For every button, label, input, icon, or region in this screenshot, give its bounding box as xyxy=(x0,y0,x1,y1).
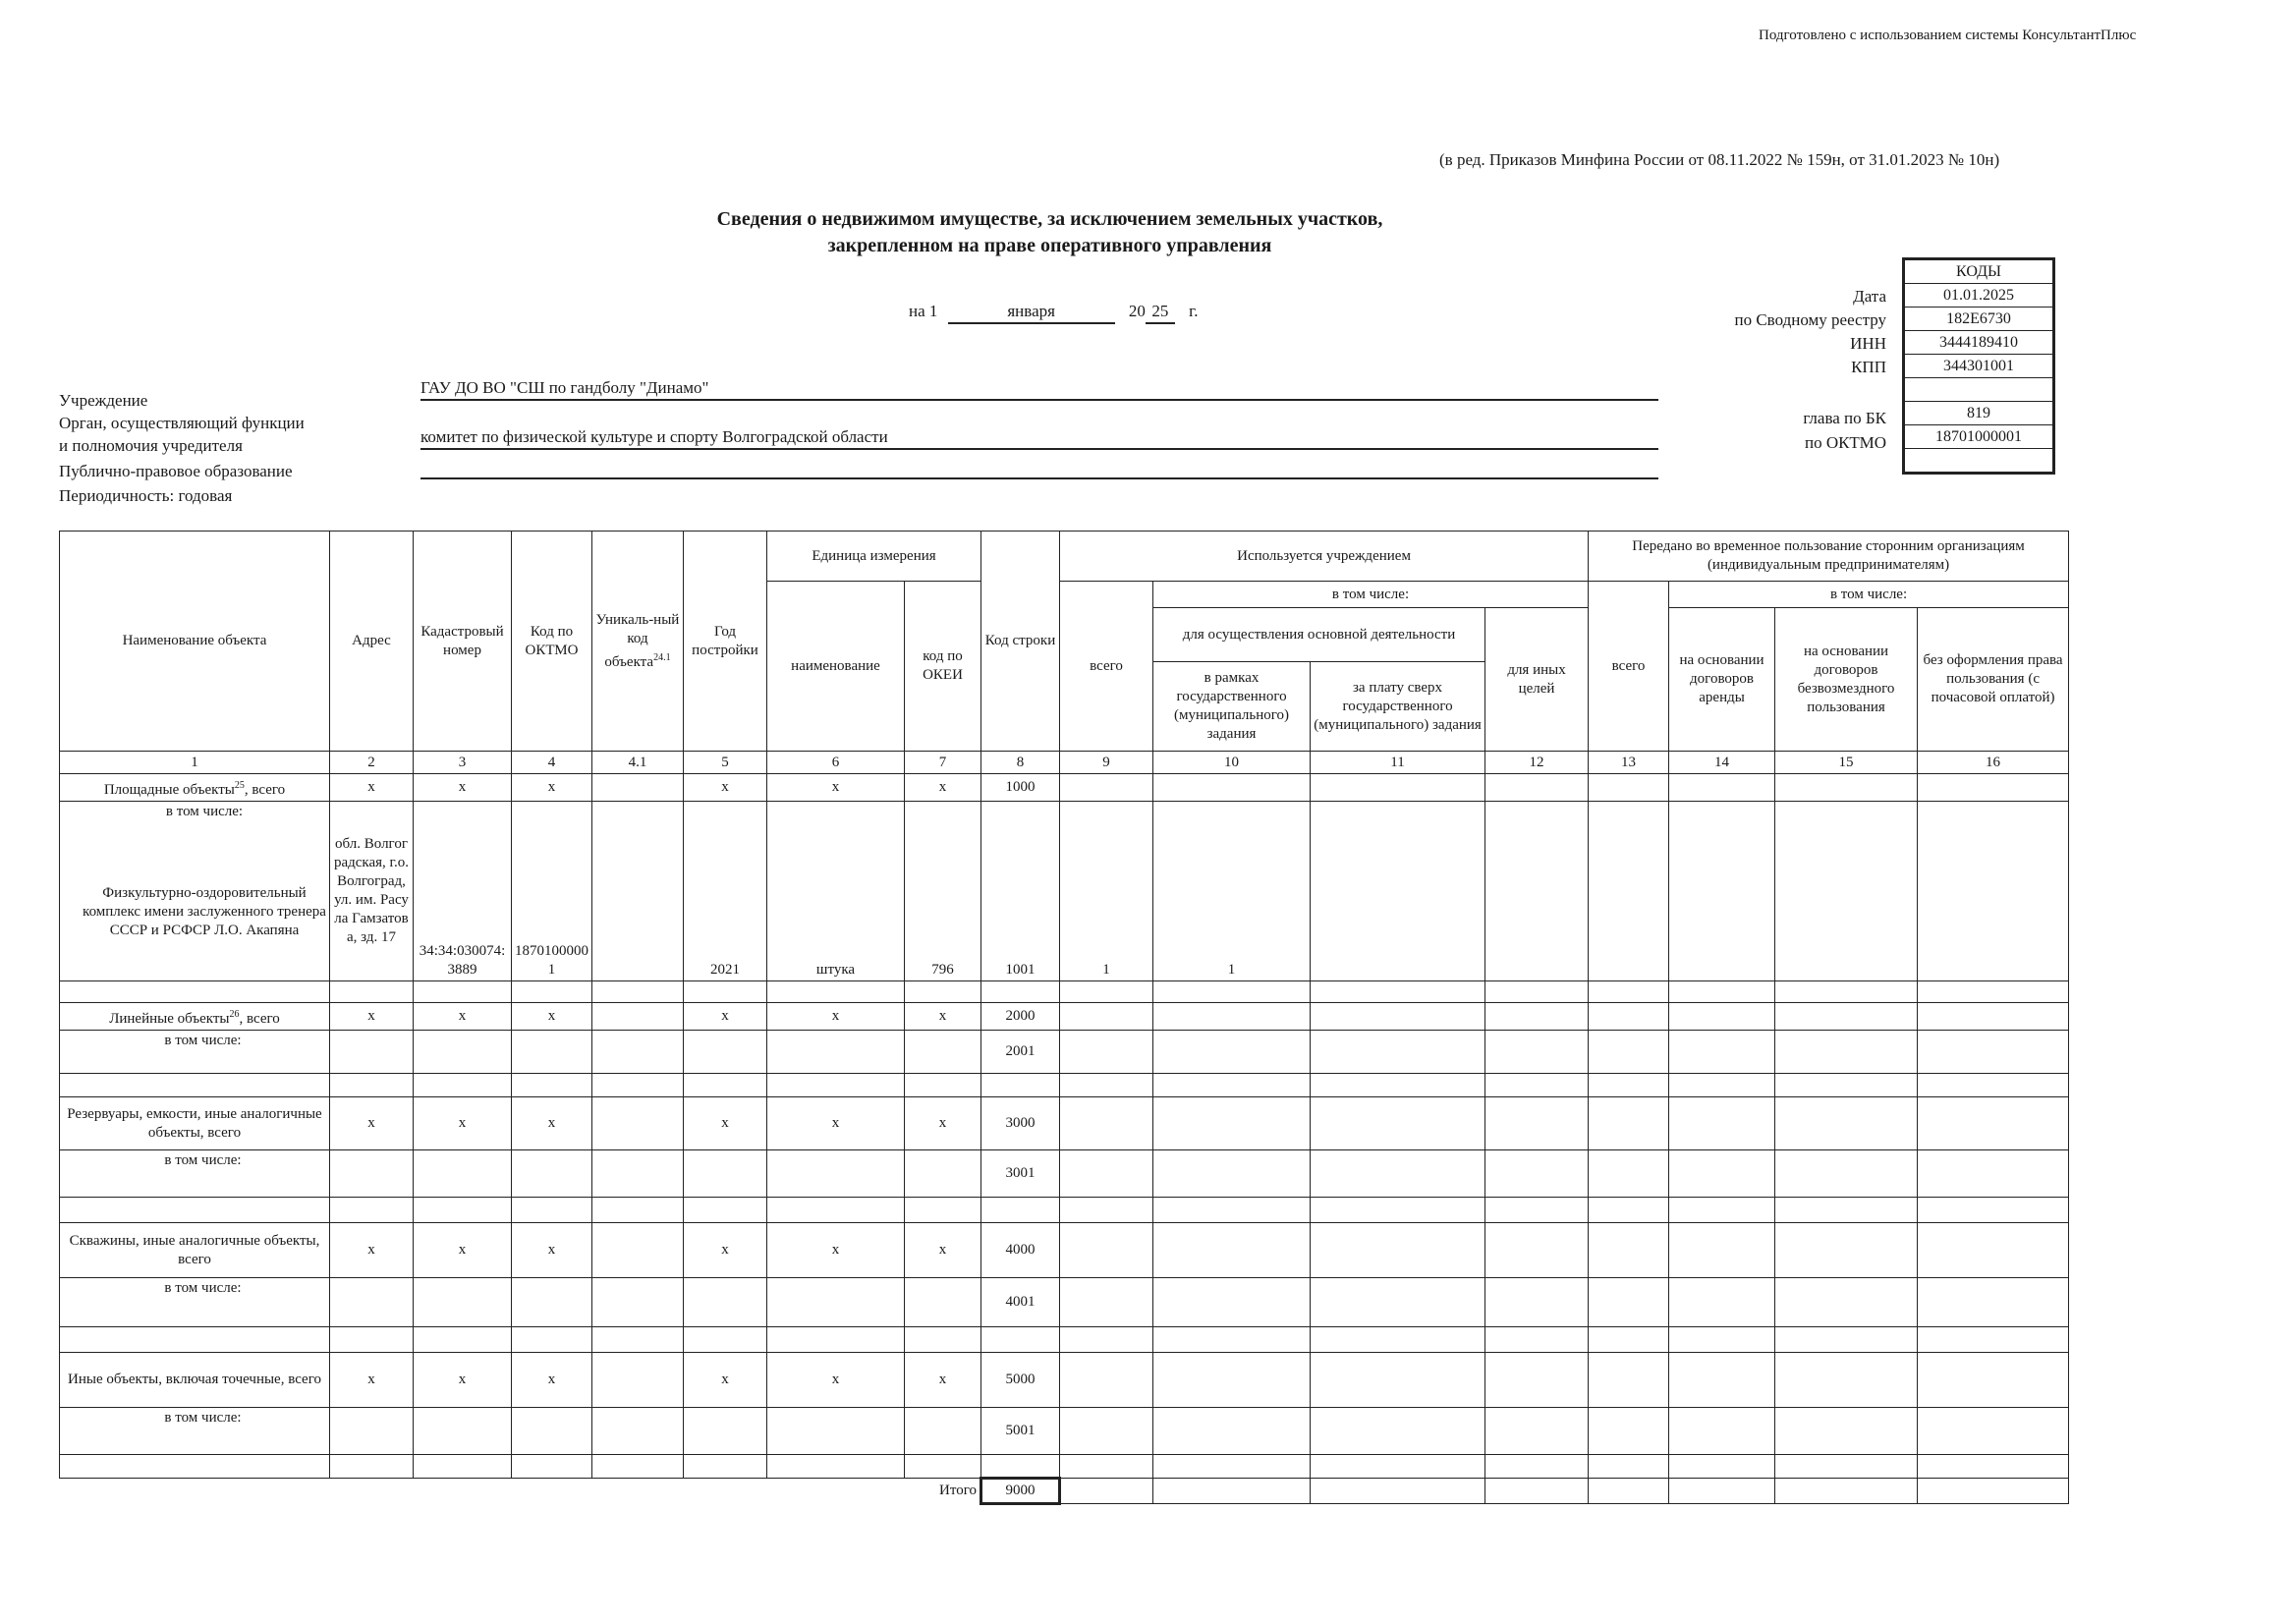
col-transferred-header: Передано во временное пользование сторонним организациям (индивидуальным предпринимателям) xyxy=(1589,532,2069,582)
other-objects-label: Иные объекты, включая точечные, всего xyxy=(60,1353,330,1408)
table-row: Резервуары, емкости, иные аналогичные объекты, всего х х х х х х 3000 xyxy=(60,1097,2069,1150)
col-tr-including-header: в том числе: xyxy=(1669,582,2069,608)
col-address-header: Адрес xyxy=(330,532,414,752)
col-year-header: Год постройки xyxy=(684,532,767,752)
codes-kpp-label: КПП xyxy=(1851,358,1886,376)
table-row xyxy=(60,1455,2069,1479)
object-oktmo: 18701000001 xyxy=(512,802,592,981)
table-row xyxy=(60,802,2069,981)
object-state-task: 1 xyxy=(1153,802,1311,981)
col-used-total-header: всего xyxy=(1060,582,1153,752)
wells-label: Скважины, иные аналогичные объекты, всего xyxy=(60,1223,330,1278)
codes-bk-label: глава по БК xyxy=(1803,409,1886,427)
object-row-code: 1001 xyxy=(981,802,1060,981)
col-used-including-header: в том числе: xyxy=(1153,582,1589,608)
object-unit: штука xyxy=(767,802,905,981)
column-numbers-row: 1 2 3 4 4.1 5 6 7 8 9 10 11 12 13 14 15 16 xyxy=(60,752,2069,774)
col-no-formal-header: без оформления права пользования (с почасовой оплатой) xyxy=(1918,608,2069,752)
col-state-task-header: в рамках государственного (муниципального) задания xyxy=(1153,662,1311,752)
public-entity-label: Публично-правовое образование xyxy=(59,462,293,480)
codes-inn-value: 3444189410 xyxy=(1905,331,2052,355)
codes-blank-2 xyxy=(1905,449,2052,472)
table-row: в том числе: 3001 xyxy=(60,1150,2069,1198)
codes-blank xyxy=(1905,378,2052,402)
table-row xyxy=(60,1198,2069,1223)
codes-kpp-value: 344301001 xyxy=(1905,355,2052,378)
founder-label-2: и полномочия учредителя xyxy=(59,436,243,455)
col-unit-name-header: наименование xyxy=(767,582,905,752)
total-row xyxy=(60,1479,2069,1504)
object-year: 2021 xyxy=(684,802,767,981)
col-paid-header: за плату сверх государственного (муниципального) задания xyxy=(1311,662,1485,752)
object-address: обл. Волгоградская, г.о. Волгоград, ул. им. Расула Гамзатова, зд. 17 xyxy=(330,802,414,981)
founder-label-1: Орган, осуществляющий функции xyxy=(59,414,305,432)
reservoirs-label: Резервуары, емкости, иные аналогичные объекты, всего xyxy=(60,1097,330,1150)
codes-title: КОДЫ xyxy=(1905,260,2052,284)
col-rowcode-header: Код строки xyxy=(981,532,1060,752)
col-okei-header: код по ОКЕИ xyxy=(905,582,981,752)
table-row xyxy=(60,981,2069,1003)
col-unique-header: Уникаль-ный код объекта$^{24.1}$ xyxy=(592,532,684,752)
table-row: в том числе: 5001 xyxy=(60,1408,2069,1455)
col-cadastral-header: Кадастровый номер xyxy=(414,532,512,752)
institution-label: Учреждение xyxy=(59,391,148,410)
consultant-note: Подготовлено с использованием системы КонсультантПлюс xyxy=(1759,28,2137,43)
col-free-use-header: на основании договоров безвозмездного пользования xyxy=(1775,608,1918,752)
codes-date-value: 01.01.2025 xyxy=(1905,284,2052,308)
col-used-header: Используется учреждением xyxy=(1060,532,1589,582)
codes-date-label: Дата xyxy=(1853,287,1886,306)
object-cadastral: 34:34:030074:3889 xyxy=(414,802,512,981)
total-label: Итого xyxy=(939,1483,978,1499)
table-row: Линейные объекты$^{26}$, всего х х х х х х 2000 xyxy=(60,1003,2069,1031)
col-oktmo-header: Код по ОКТМО xyxy=(512,532,592,752)
total-code: 9000 xyxy=(981,1479,1060,1504)
area-objects-label: Площадные объекты$^{25}$, всего xyxy=(60,774,330,802)
col-lease-header: на основании договоров аренды xyxy=(1669,608,1775,752)
object-used-total: 1 xyxy=(1060,802,1153,981)
codes-bk-value: 819 xyxy=(1905,402,2052,425)
codes-oktmo-value: 18701000001 xyxy=(1905,425,2052,449)
codes-inn-label: ИНН xyxy=(1850,334,1886,353)
col-unit-header: Единица измерения xyxy=(767,532,981,582)
col-main-activity-header: для осуществления основной деятельности xyxy=(1153,608,1485,662)
col-name-header: Наименование объекта xyxy=(60,532,330,752)
edition-note: (в ред. Приказов Минфина России от 08.11.2022 № 159н, от 31.01.2023 № 10н) xyxy=(1439,150,2000,169)
codes-registry-label: по Сводному реестру xyxy=(1734,310,1886,329)
table-row: в том числе: 2001 xyxy=(60,1031,2069,1074)
table-row xyxy=(60,1327,2069,1353)
col-tr-total-header: всего xyxy=(1589,582,1669,752)
table-row: Скважины, иные аналогичные объекты, всего х х х х х х 4000 xyxy=(60,1223,2069,1278)
object-okei: 796 xyxy=(905,802,981,981)
object-name-cell: в том числе: Физкультурно-оздоровительный комплекс имени заслуженного тренера СССР и РСФСР Л.О. Акапяна xyxy=(60,802,330,981)
linear-objects-label: Линейные объекты$^{26}$, всего xyxy=(60,1003,330,1031)
codes-box xyxy=(1902,257,2055,475)
codes-registry-value: 182Е6730 xyxy=(1905,308,2052,331)
page-title: Сведения о недвижимом имуществе, за исключением земельных участков, закрепленном на праве оперативного управления xyxy=(716,208,1383,256)
table-row: Площадные объекты$^{25}$, всего х х х х х х 1000 xyxy=(60,774,2069,802)
institution-value: ГАУ ДО ВО "СШ по гандболу "Динамо" xyxy=(420,376,1658,401)
table-row: Иные объекты, включая точечные, всего х х х х х х 5000 xyxy=(60,1353,2069,1408)
table-row: в том числе: 4001 xyxy=(60,1278,2069,1327)
public-entity-value xyxy=(420,460,1658,479)
table-row xyxy=(60,1074,2069,1097)
codes-oktmo-label: по ОКТМО xyxy=(1804,433,1886,452)
founder-value: комитет по физической культуре и спорту Волгоградской области xyxy=(420,425,1658,450)
col-other-purpose-header: для иных целей xyxy=(1485,608,1589,752)
report-date: на 1 января 20 25 г. xyxy=(909,300,1198,324)
property-table xyxy=(59,531,2069,1505)
periodicity-label: Периодичность: годовая xyxy=(59,486,233,505)
